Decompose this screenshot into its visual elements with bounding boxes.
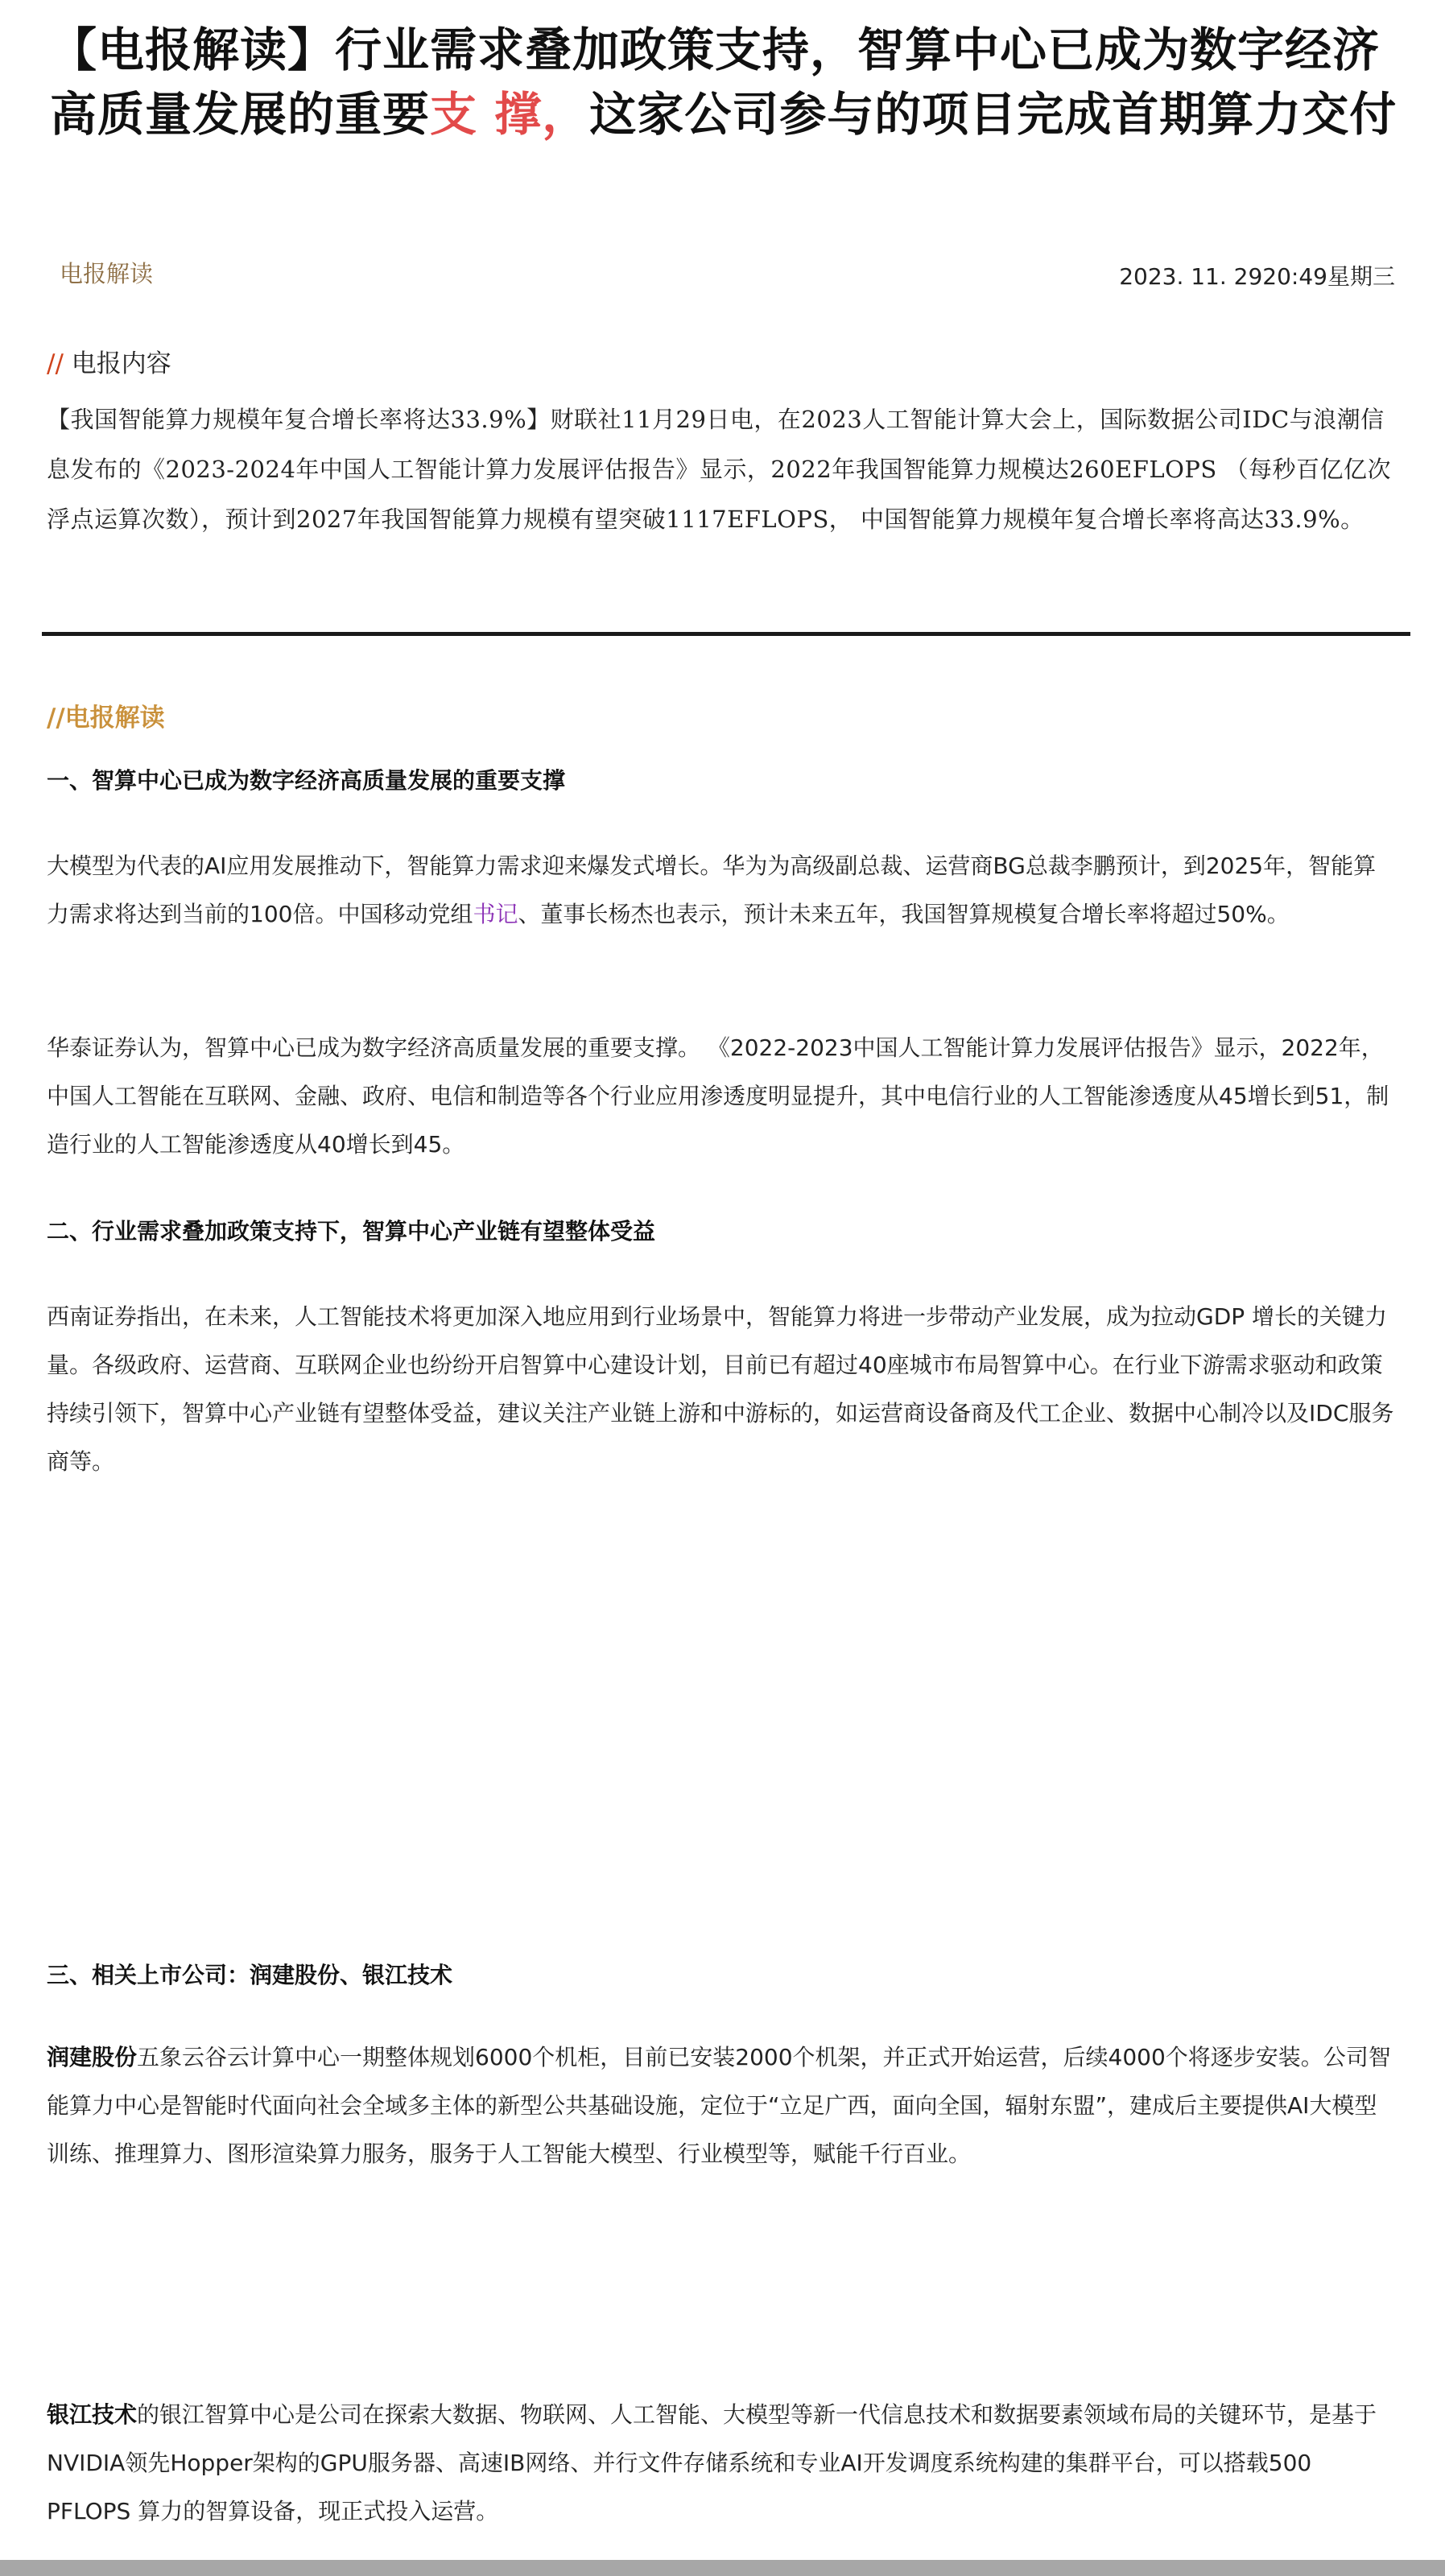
title-highlight: 支 撑， — [430, 87, 590, 142]
title-part2: 这家公司参与的项目完成首期算力交付 — [589, 87, 1398, 142]
paragraph-5-body: 的银江智算中心是公司在探索大数据、物联网、人工智能、大模型等新一代信息技术和数据要素领域布局的关键环节，是基于NVIDIA领先Hopper架构的GPU服务器、高速IB网络、并行文件存储系统和专业AI开发调度系统构建的集群平台，可以搭载500 PFLOPS 算力的智算设备，现正式投入运营。 — [47, 2401, 1377, 2524]
divider — [42, 632, 1410, 636]
company-runjian: 润建股份 — [47, 2044, 138, 2070]
subheading-3: 三、相关上市公司：润建股份、银江技术 — [47, 1962, 453, 1988]
article-source[interactable]: 电报解读 — [60, 260, 154, 287]
paragraph-1 — [47, 842, 1396, 939]
article-title — [50, 18, 1402, 147]
section-slash: // — [47, 349, 64, 378]
paragraph-3: 西南证券指出，在未来，人工智能技术将更加深入地应用到行业场景中，智能算力将进一步带动产业发展，成为拉动GDP 增长的关键力量。各级政府、运营商、互联网企业也纷纷开启智算中心建设计划，目前已有超过40座城市布局智算中心。在行业下游需求驱动和政策持续引领下，智算中心产业链有望整体受益，建议关注产业链上游和中游标的，如运营商设备商及代工企业、数据中心制冷以及IDC服务商等。 — [47, 1303, 1394, 1475]
title-part1: 【电报解读】行业需求叠加政策支持，智算中心已成为数字经济高质量发展的重要 — [50, 23, 1381, 142]
subheading-1: 一、智算中心已成为数字经济高质量发展的重要支撑 — [47, 767, 566, 794]
section-content-label: 电报内容 — [71, 349, 171, 378]
article-datetime: 2023. 11. 2920:49星期三 — [1119, 263, 1395, 290]
bottom-bar — [0, 2560, 1445, 2576]
company-yinjiang: 银江技术 — [47, 2401, 138, 2428]
section-content-heading — [47, 343, 171, 379]
paragraph-1-a: 大模型为代表的AI应用发展推动下，智能算力需求迎来爆发式增长。华为为高级副总裁、运营商BG总裁李鹏预计，到2025年，智能算力需求将达到当前的100倍。中国移动党组 — [47, 852, 1377, 927]
secretary-link[interactable]: 书记 — [473, 901, 518, 927]
paragraph-1-b: 、董事长杨杰也表示，预计未来五年，我国智算规模复合增长率将超过50%。 — [518, 901, 1290, 927]
paragraph-4 — [47, 2033, 1396, 2178]
section-interp-heading: //电报解读 — [47, 704, 165, 733]
paragraph-5 — [47, 2391, 1396, 2536]
subheading-2: 二、行业需求叠加政策支持下，智算中心产业链有望整体受益 — [47, 1218, 656, 1245]
paragraph-2: 华泰证券认为，智算中心已成为数字经济高质量发展的重要支撑。 《2022-2023中国人工智能计算力发展评估报告》显示，2022年，中国人工智能在互联网、金融、政府、电信和制造等各个行业应用渗透度明显提升，其中电信行业的人工智能渗透度从45增长到51，制造行业的人工智能渗透度从40增长到45。 — [47, 1034, 1389, 1158]
telegram-paragraph: 【我国智能算力规模年复合增长率将达33.9%】财联社11月29日电，在2023人工智能计算大会上，国际数据公司IDC与浪潮信息发布的《2023-2024年中国人工智能计算力发展评估报告》显示，2022年我国智能算力规模达260EFLOPS （每秒百亿亿次浮点运算次数），预计到2027年我国智能算力规模有望突破1117EFLOPS， 中国智能算力规模年复合增长率将高达33.9%。 — [47, 406, 1391, 533]
paragraph-4-body: 五象云谷云计算中心一期整体规划6000个机柜，目前已安装2000个机架，并正式开始运营，后续4000个将逐步安装。公司智能算力中心是智能时代面向社会全域多主体的新型公共基础设施，定位于“立足广西，面向全国，辐射东盟”，建成后主要提供AI大模型训练、推理算力、图形渲染算力服务，服务于人工智能大模型、行业模型等，赋能千行百业。 — [47, 2044, 1391, 2167]
